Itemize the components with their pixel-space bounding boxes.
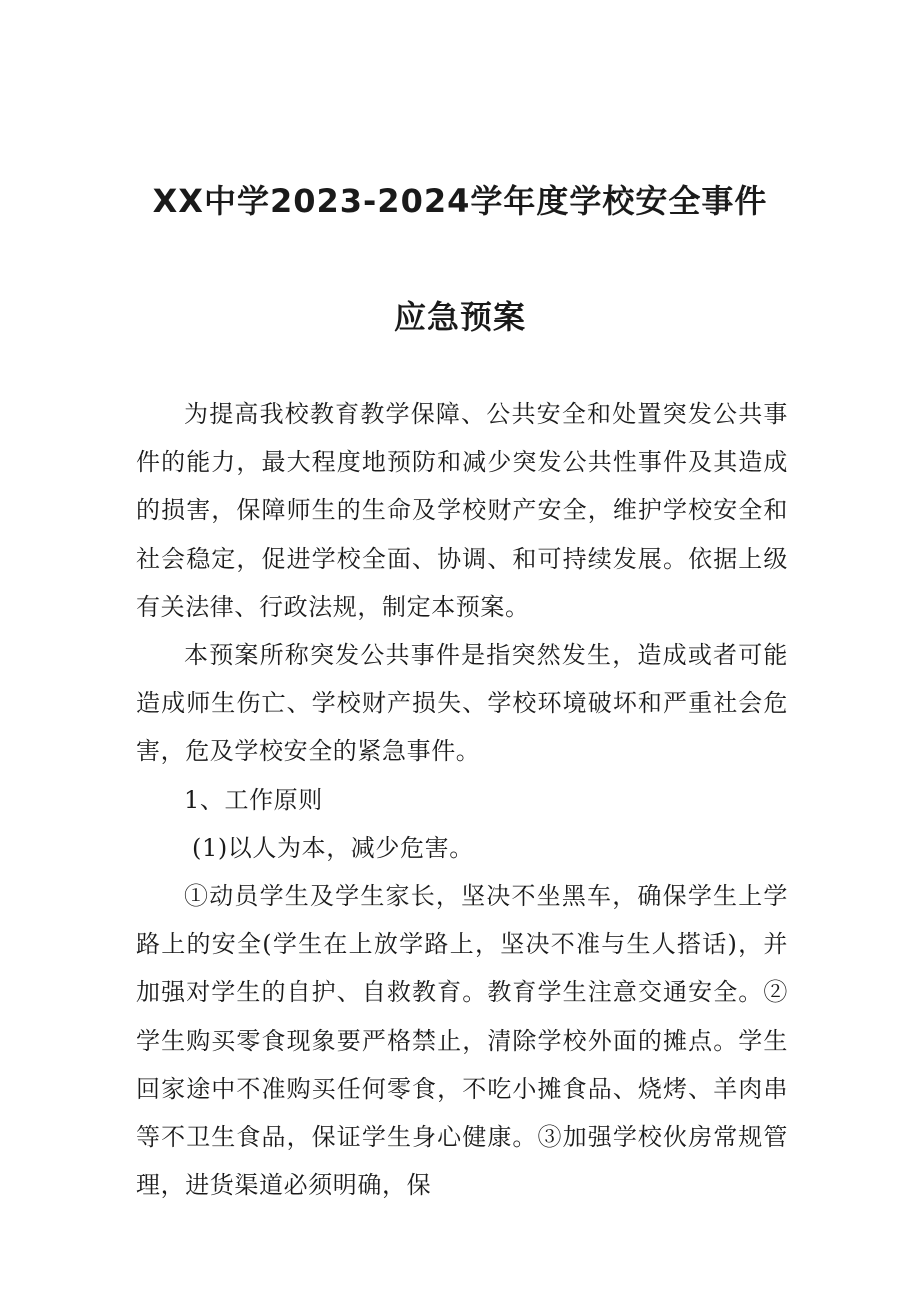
document-body (136, 390, 788, 1209)
section-heading-work-principles: 1、工作原则 (184, 785, 323, 814)
document-title-line-1: XX中学2023-2024学年度学校安全事件 (152, 182, 768, 220)
paragraph-definition: 本预案所称突发公共事件是指突然发生，造成或者可能造成师生伤亡、学校财产损失、学校环境破坏和严重社会危害，危及学校安全的紧急事件。 (136, 641, 788, 766)
paragraph-safety-measures: ①动员学生及学生家长，坚决不坐黑车，确保学生上学路上的安全(学生在上放学路上，坚决不准与生人搭话)，并加强对学生的自护、自救教育。教育学生注意交通安全。②学生购买零食现象要严格禁止，清除学校外面的摊点。学生回家途中不准购买任何零食，不吃小摊食品、烧烤、羊肉串等不卫生食品，保证学生身心健康。③加强学校伙房常规管理，进货渠道必须明确，保 (136, 882, 788, 1200)
document-title-line-2: 应急预案 (393, 298, 526, 336)
paragraph-purpose: 为提高我校教育教学保障、公共安全和处置突发公共事件的能力，最大程度地预防和减少突发公共性事件及其造成的损害，保障师生的生命及学校财产安全，维护学校安全和社会稳定，促进学校全面、协调、和可持续发展。依据上级有关法律、行政法规，制定本预案。 (136, 400, 788, 621)
subsection-heading-people-first: (1)以人为本，减少危害。 (192, 833, 474, 862)
